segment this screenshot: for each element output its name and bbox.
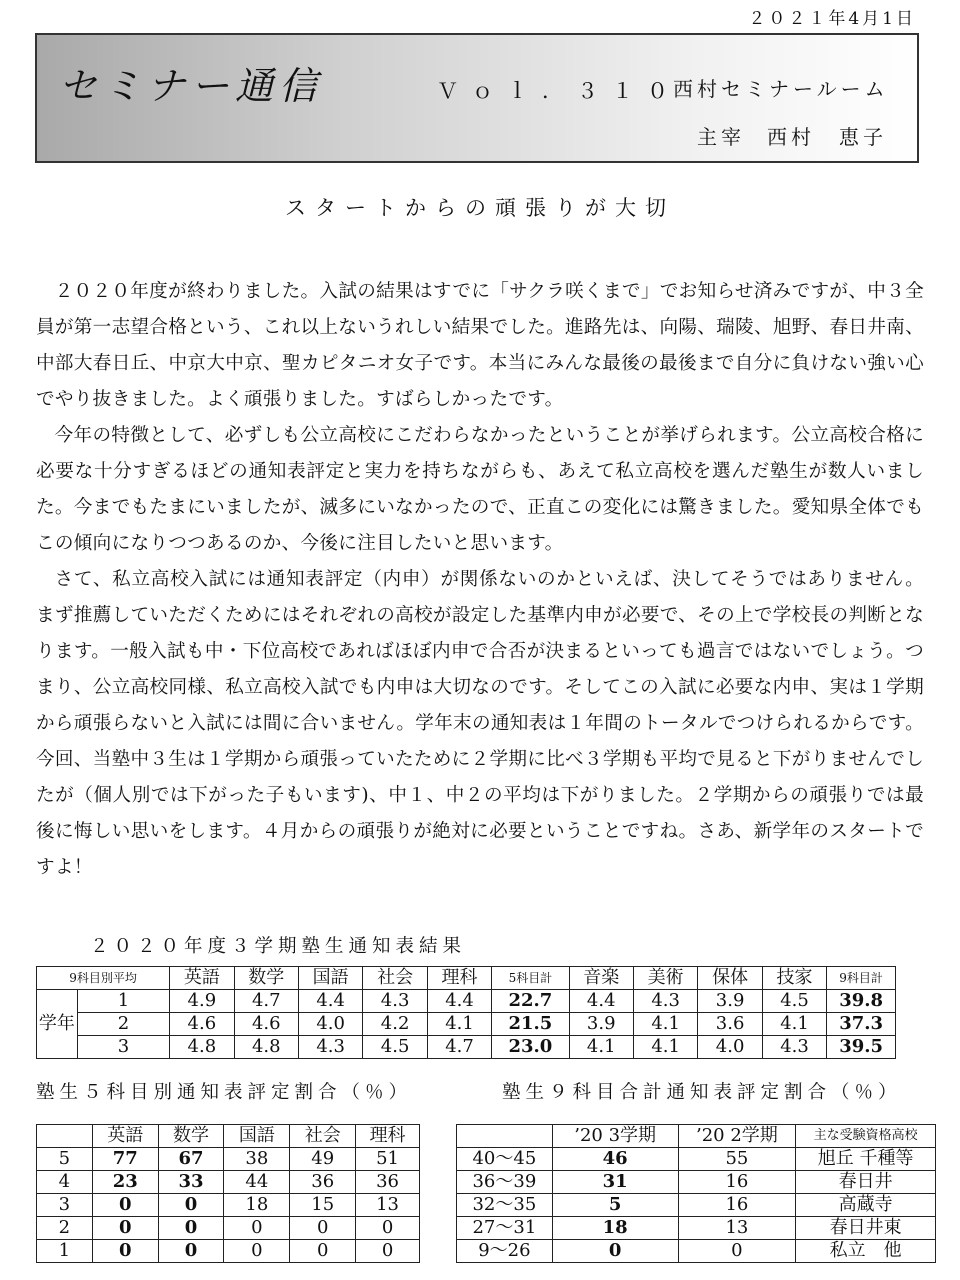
rating-cell: 0 [290, 1240, 356, 1263]
school-cell: 旭丘 千種等 [796, 1148, 936, 1171]
term3-cell: 18 [552, 1217, 678, 1240]
article-paragraph-2: 今年の特徴として、必ずしも公立高校にこだわらなかったということが挙げられます。公立高校合格に必要な十分すぎるほどの通知表評定と実力を持ちながらも、あえて私立高校を選んだ塾生が数人いました。今までもたまにいましたが、滅多にいなかったので、正直この変化には驚きました。愛知県全体でもこの傾向になりつつあるのか、今後に注目したいと思います。 [36, 425, 924, 554]
article-body [36, 274, 924, 886]
nine-subject-corner [457, 1125, 553, 1148]
school-cell: 私立 他 [796, 1240, 936, 1263]
rating-label: 4 [37, 1171, 93, 1194]
rating-label: 5 [37, 1148, 93, 1171]
score-range: 40～45 [457, 1148, 553, 1171]
rating-cell: 0 [224, 1217, 290, 1240]
rating-cell: 44 [224, 1171, 290, 1194]
rating-cell: 0 [92, 1217, 158, 1240]
grade-cell: 4.8 [170, 1036, 234, 1059]
rating-cell: 0 [290, 1217, 356, 1240]
rating-cell: 36 [290, 1171, 356, 1194]
grades-header-cell: 保体 [698, 967, 762, 990]
grade-cell: 4.8 [234, 1036, 298, 1059]
grades-header-cell: 音楽 [569, 967, 633, 990]
grades-corner-label: 9科目別平均 [37, 967, 170, 990]
grades-header-cell: 理科 [427, 967, 491, 990]
rating-cell: 33 [158, 1171, 224, 1194]
nine-subject-table [456, 1124, 936, 1263]
rating-cell: 0 [356, 1217, 420, 1240]
grades-header-cell: 美術 [633, 967, 697, 990]
rating-cell: 15 [290, 1194, 356, 1217]
five-subject-header-cell: 数学 [158, 1125, 224, 1148]
term2-cell: 16 [678, 1171, 796, 1194]
school-cell: 高蔵寺 [796, 1194, 936, 1217]
nine-subject-header-row [457, 1125, 936, 1148]
grade-total-cell: 39.8 [827, 990, 896, 1013]
grades-table [36, 966, 896, 1059]
nine-subject-row [457, 1171, 936, 1194]
rating-label: 3 [37, 1194, 93, 1217]
five-subject-row [37, 1194, 420, 1217]
grade-cell: 4.1 [633, 1036, 697, 1059]
nine-subject-header-cell: ’20 3学期 [552, 1125, 678, 1148]
rating-cell: 23 [92, 1171, 158, 1194]
grade-cell: 3.6 [698, 1013, 762, 1036]
grade-total-cell: 39.5 [827, 1036, 896, 1059]
five-subject-table-title: 塾生５科目別通知表評定割合（％） [36, 1082, 413, 1103]
grade-total-cell: 22.7 [492, 990, 569, 1013]
grade-cell: 4.3 [633, 990, 697, 1013]
grade-cell: 4.7 [427, 1036, 491, 1059]
grade-total-cell: 23.0 [492, 1036, 569, 1059]
grade-cell: 3.9 [569, 1013, 633, 1036]
nine-subject-row [457, 1217, 936, 1240]
nine-subject-row [457, 1148, 936, 1171]
grade-cell: 4.9 [170, 990, 234, 1013]
five-subject-row [37, 1240, 420, 1263]
rating-label: 2 [37, 1217, 93, 1240]
grade-cell: 4.6 [234, 1013, 298, 1036]
grade-cell: 4.3 [298, 1036, 362, 1059]
grades-header-cell: 国語 [298, 967, 362, 990]
grades-header-cell: 英語 [170, 967, 234, 990]
grades-header-cell: 技家 [762, 967, 826, 990]
grades-header-cell: 5科目計 [492, 967, 569, 990]
rating-cell: 36 [356, 1171, 420, 1194]
grades-header-row [37, 967, 896, 990]
grades-table-title: ２０２０年度３学期塾生通知表結果 [90, 936, 467, 957]
article-headline: スタートからの頑張りが大切 [285, 196, 675, 220]
school-cell: 春日井東 [796, 1217, 936, 1240]
newsletter-title: セミナー通信 [59, 64, 324, 108]
grades-row-2 [37, 1013, 896, 1036]
rating-cell: 51 [356, 1148, 420, 1171]
grade-cell: 4.7 [234, 990, 298, 1013]
grade-label: 3 [77, 1036, 169, 1059]
five-subject-header-cell: 社会 [290, 1125, 356, 1148]
five-subject-row [37, 1217, 420, 1240]
rating-cell: 0 [158, 1217, 224, 1240]
rating-cell: 49 [290, 1148, 356, 1171]
five-subject-header-cell: 英語 [92, 1125, 158, 1148]
nine-subject-row [457, 1240, 936, 1263]
term2-cell: 55 [678, 1148, 796, 1171]
score-range: 32～35 [457, 1194, 553, 1217]
president-line [697, 121, 909, 150]
five-subject-table [36, 1124, 420, 1263]
grade-cell: 4.4 [298, 990, 362, 1013]
term3-cell: 31 [552, 1171, 678, 1194]
rating-cell: 0 [356, 1240, 420, 1263]
score-range: 36～39 [457, 1171, 553, 1194]
rating-cell: 38 [224, 1148, 290, 1171]
rating-cell: 18 [224, 1194, 290, 1217]
grade-cell: 4.1 [427, 1013, 491, 1036]
organization-name: 西村セミナールーム [673, 77, 889, 101]
grade-label: 1 [77, 990, 169, 1013]
grade-cell: 4.1 [633, 1013, 697, 1036]
five-subject-header-cell: 国語 [224, 1125, 290, 1148]
rating-cell: 13 [356, 1194, 420, 1217]
nine-subject-header-cell: ’20 2学期 [678, 1125, 796, 1148]
grade-cell: 4.1 [762, 1013, 826, 1036]
issue-date: ２０２１年4月1日 [748, 9, 916, 29]
score-range: 27～31 [457, 1217, 553, 1240]
grade-cell: 4.3 [762, 1036, 826, 1059]
nine-subject-table-title: 塾生９科目合計通知表評定割合（％） [502, 1082, 902, 1103]
rating-cell: 0 [92, 1194, 158, 1217]
grades-header-cell: 社会 [363, 967, 427, 990]
grade-cell: 4.3 [363, 990, 427, 1013]
term2-cell: 13 [678, 1217, 796, 1240]
term3-cell: 5 [552, 1194, 678, 1217]
five-subject-header-row [37, 1125, 420, 1148]
five-subject-row [37, 1171, 420, 1194]
grade-total-cell: 37.3 [827, 1013, 896, 1036]
grades-header-cell: 9科目計 [827, 967, 896, 990]
five-subject-header-cell: 理科 [356, 1125, 420, 1148]
grade-cell: 4.5 [363, 1036, 427, 1059]
term3-cell: 0 [552, 1240, 678, 1263]
grade-cell: 4.1 [569, 1036, 633, 1059]
grade-cell: 4.0 [298, 1013, 362, 1036]
five-subject-row [37, 1148, 420, 1171]
president-role: 主宰 [697, 125, 745, 149]
five-subject-corner [37, 1125, 93, 1148]
grade-cell: 4.6 [170, 1013, 234, 1036]
term2-cell: 16 [678, 1194, 796, 1217]
term3-cell: 46 [552, 1148, 678, 1171]
grade-cell: 4.0 [698, 1036, 762, 1059]
grades-row-3 [37, 1036, 896, 1059]
grade-cell: 4.4 [569, 990, 633, 1013]
volume-number: Ｖｏｌ．３１０ [437, 79, 682, 103]
article-paragraph-1: ２０２０年度が終わりました。入試の結果はすでに「サクラ咲くまで」でお知らせ済みですが、中３全員が第一志望合格という、これ以上ないうれしい結果でした。進路先は、向陽、瑞陵、旭野、春日井南、中部大春日丘、中京大中京、聖カピタニオ女子です。本当にみんな最後の最後まで自分に負けない強い心でやり抜きました。よく頑張りました。すばらしかったです。 [36, 281, 925, 410]
term2-cell: 0 [678, 1240, 796, 1263]
grade-cell: 4.5 [762, 990, 826, 1013]
rating-cell: 0 [224, 1240, 290, 1263]
rating-label: 1 [37, 1240, 93, 1263]
grade-cell: 4.4 [427, 990, 491, 1013]
grade-total-cell: 21.5 [492, 1013, 569, 1036]
grade-label: 2 [77, 1013, 169, 1036]
president-name: 西村 恵子 [767, 125, 887, 149]
rating-cell: 0 [158, 1194, 224, 1217]
grades-row-1 [37, 990, 896, 1013]
nine-subject-header-cell: 主な受験資格高校 [796, 1125, 936, 1148]
article-paragraph-3: さて、私立高校入試には通知表評定（内申）が関係ないのかといえば、決してそうではありません。まず推薦していただくためにはそれぞれの高校が設定した基準内申が必要で、その上で学校長の判断となります。一般入試も中・下位高校であればほぼ内申で合否が決まるといっても過言ではないでしょう。つまり、公立高校同様、私立高校入試でも内申は大切なのです。そしてこの入試に必要な内申、実は１学期から頑張らないと入試には間に合いません。学年末の通知表は１年間のトータルでつけられるからです。今回、当塾中３生は１学期から頑張っていたために２学期に比べ３学期も平均で見ると下がりませんでしたが（個人別では下がった子もいます)、中１、中２の平均は下がりました。２学期からの頑張りでは最後に悔しい思いをします。４月からの頑張りが絶対に必要ということですね。さあ、新学年のスタートですよ！ [36, 569, 925, 878]
rating-cell: 0 [158, 1240, 224, 1263]
newsletter-header [35, 33, 919, 163]
nine-subject-row [457, 1194, 936, 1217]
grade-cell: 4.2 [363, 1013, 427, 1036]
grade-group-label: 学年 [37, 990, 78, 1059]
school-cell: 春日井 [796, 1171, 936, 1194]
score-range: 9～26 [457, 1240, 553, 1263]
rating-cell: 67 [158, 1148, 224, 1171]
grade-cell: 3.9 [698, 990, 762, 1013]
grades-header-cell: 数学 [234, 967, 298, 990]
rating-cell: 77 [92, 1148, 158, 1171]
rating-cell: 0 [92, 1240, 158, 1263]
